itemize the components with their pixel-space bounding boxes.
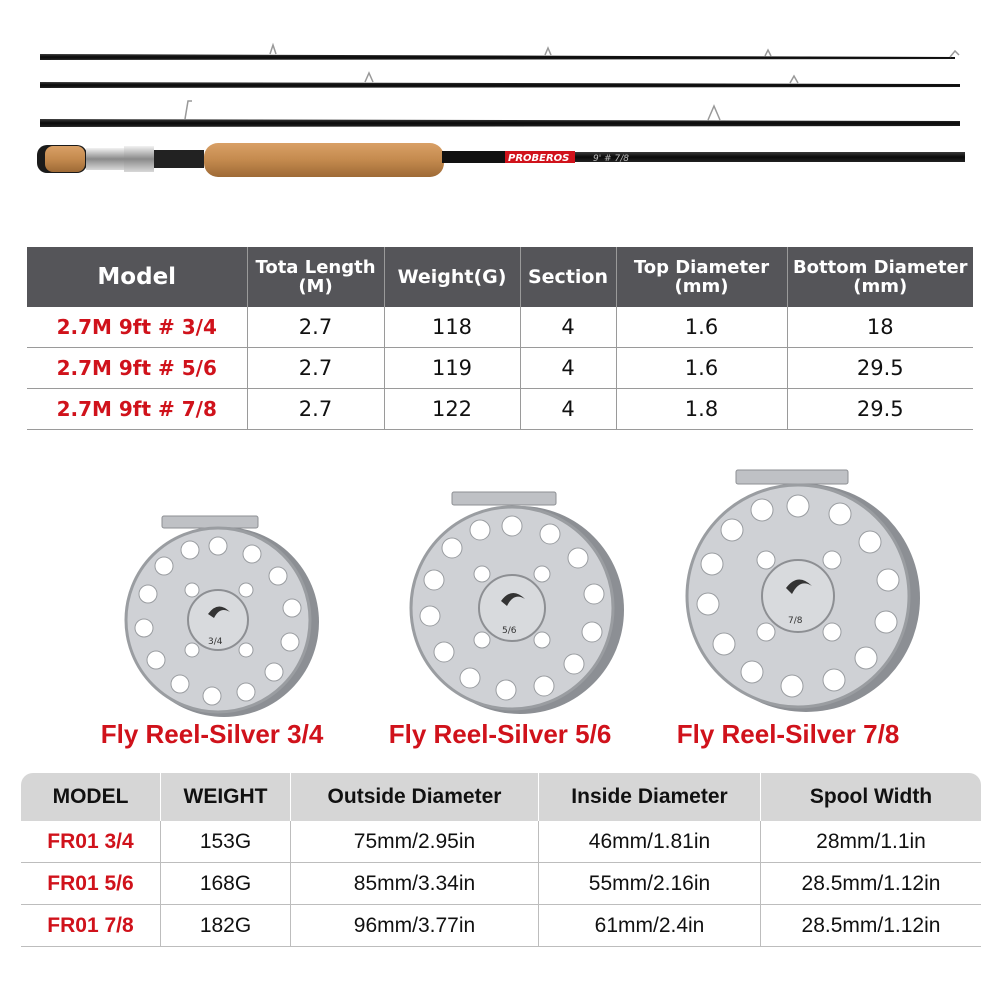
- reel-col-weight: WEIGHT: [161, 773, 291, 821]
- table-cell: 18: [787, 307, 973, 348]
- table-cell: 118: [384, 307, 520, 348]
- table-cell: 28.5mm/1.12in: [761, 863, 981, 905]
- table-cell: 122: [384, 389, 520, 430]
- fly-reel-image-7-8: [676, 466, 932, 716]
- table-cell: 168G: [161, 863, 291, 905]
- rod-table-header: [27, 247, 973, 307]
- table-cell: 96mm/3.77in: [291, 905, 539, 947]
- rod-brand-text: PROBEROS: [508, 153, 570, 164]
- reel-body: [687, 470, 920, 712]
- rod-model-cell: 2.7M 9ft # 7/8: [27, 389, 247, 430]
- rod-col-section: Section: [520, 247, 616, 307]
- table-cell: 153G: [161, 821, 291, 863]
- reel-caption-3-4: Fly Reel-Silver 3/4: [100, 719, 324, 749]
- table-row: [27, 307, 973, 348]
- reel-caption-7-8: Fly Reel-Silver 7/8: [676, 719, 900, 749]
- fly-reel-image-5-6: [398, 488, 638, 716]
- table-row: [21, 905, 981, 947]
- table-cell: 29.5: [787, 348, 973, 389]
- reel-col-outside-diameter: Outside Diameter: [291, 773, 539, 821]
- table-cell: 2.7: [247, 307, 384, 348]
- reel-caption-5-6: Fly Reel-Silver 5/6: [388, 719, 612, 749]
- table-row: [27, 389, 973, 430]
- rod-col-top-diameter: Top Diameter (mm): [616, 247, 787, 307]
- reel-body: [126, 516, 319, 717]
- table-cell: 1.6: [616, 348, 787, 389]
- table-cell: 4: [520, 307, 616, 348]
- reel-body: [411, 492, 624, 714]
- rod-butt-mid-section: [40, 101, 960, 127]
- table-cell: 119: [384, 348, 520, 389]
- reel-col-spool-width: Spool Width: [761, 773, 981, 821]
- rod-col-length: Tota Length (M): [247, 247, 384, 307]
- table-cell: 4: [520, 389, 616, 430]
- reel-hub-label: 3/4: [208, 637, 223, 647]
- table-cell: 2.7: [247, 348, 384, 389]
- reel-hub-label: 5/6: [502, 626, 517, 636]
- rod-model-cell: 2.7M 9ft # 3/4: [27, 307, 247, 348]
- table-cell: 1.6: [616, 307, 787, 348]
- rod-marking-text: 9' # 7/8: [593, 154, 629, 164]
- rod-mid-section: [40, 73, 960, 88]
- reel-table-header: [21, 773, 981, 821]
- fly-reel-image-3-4: [112, 510, 342, 720]
- table-cell: 29.5: [787, 389, 973, 430]
- table-cell: 28.5mm/1.12in: [761, 905, 981, 947]
- fly-rod-sections-image: [0, 0, 1000, 200]
- rod-handle-section: [37, 143, 965, 177]
- table-cell: 1.8: [616, 389, 787, 430]
- table-cell: 46mm/1.81in: [539, 821, 761, 863]
- table-cell: 85mm/3.34in: [291, 863, 539, 905]
- rod-col-weight: Weight(G): [384, 247, 520, 307]
- table-cell: 4: [520, 348, 616, 389]
- table-cell: 75mm/2.95in: [291, 821, 539, 863]
- table-cell: 182G: [161, 905, 291, 947]
- reel-col-model: MODEL: [21, 773, 161, 821]
- rod-col-model: Model: [27, 247, 247, 307]
- table-cell: 28mm/1.1in: [761, 821, 981, 863]
- reel-hub-label: 7/8: [788, 616, 803, 626]
- table-row: [21, 821, 981, 863]
- reel-col-inside-diameter: Inside Diameter: [539, 773, 761, 821]
- table-cell: 55mm/2.16in: [539, 863, 761, 905]
- rod-model-cell: 2.7M 9ft # 5/6: [27, 348, 247, 389]
- table-cell: 2.7: [247, 389, 384, 430]
- table-row: [21, 863, 981, 905]
- reel-spec-table: [21, 773, 981, 947]
- rod-tip-section: [40, 45, 959, 60]
- reel-model-cell: FR01 5/6: [21, 863, 161, 905]
- table-cell: 61mm/2.4in: [539, 905, 761, 947]
- reel-model-cell: FR01 7/8: [21, 905, 161, 947]
- reel-model-cell: FR01 3/4: [21, 821, 161, 863]
- rod-spec-table: [27, 247, 973, 430]
- table-row: [27, 348, 973, 389]
- rod-col-bottom-diameter: Bottom Diameter (mm): [787, 247, 973, 307]
